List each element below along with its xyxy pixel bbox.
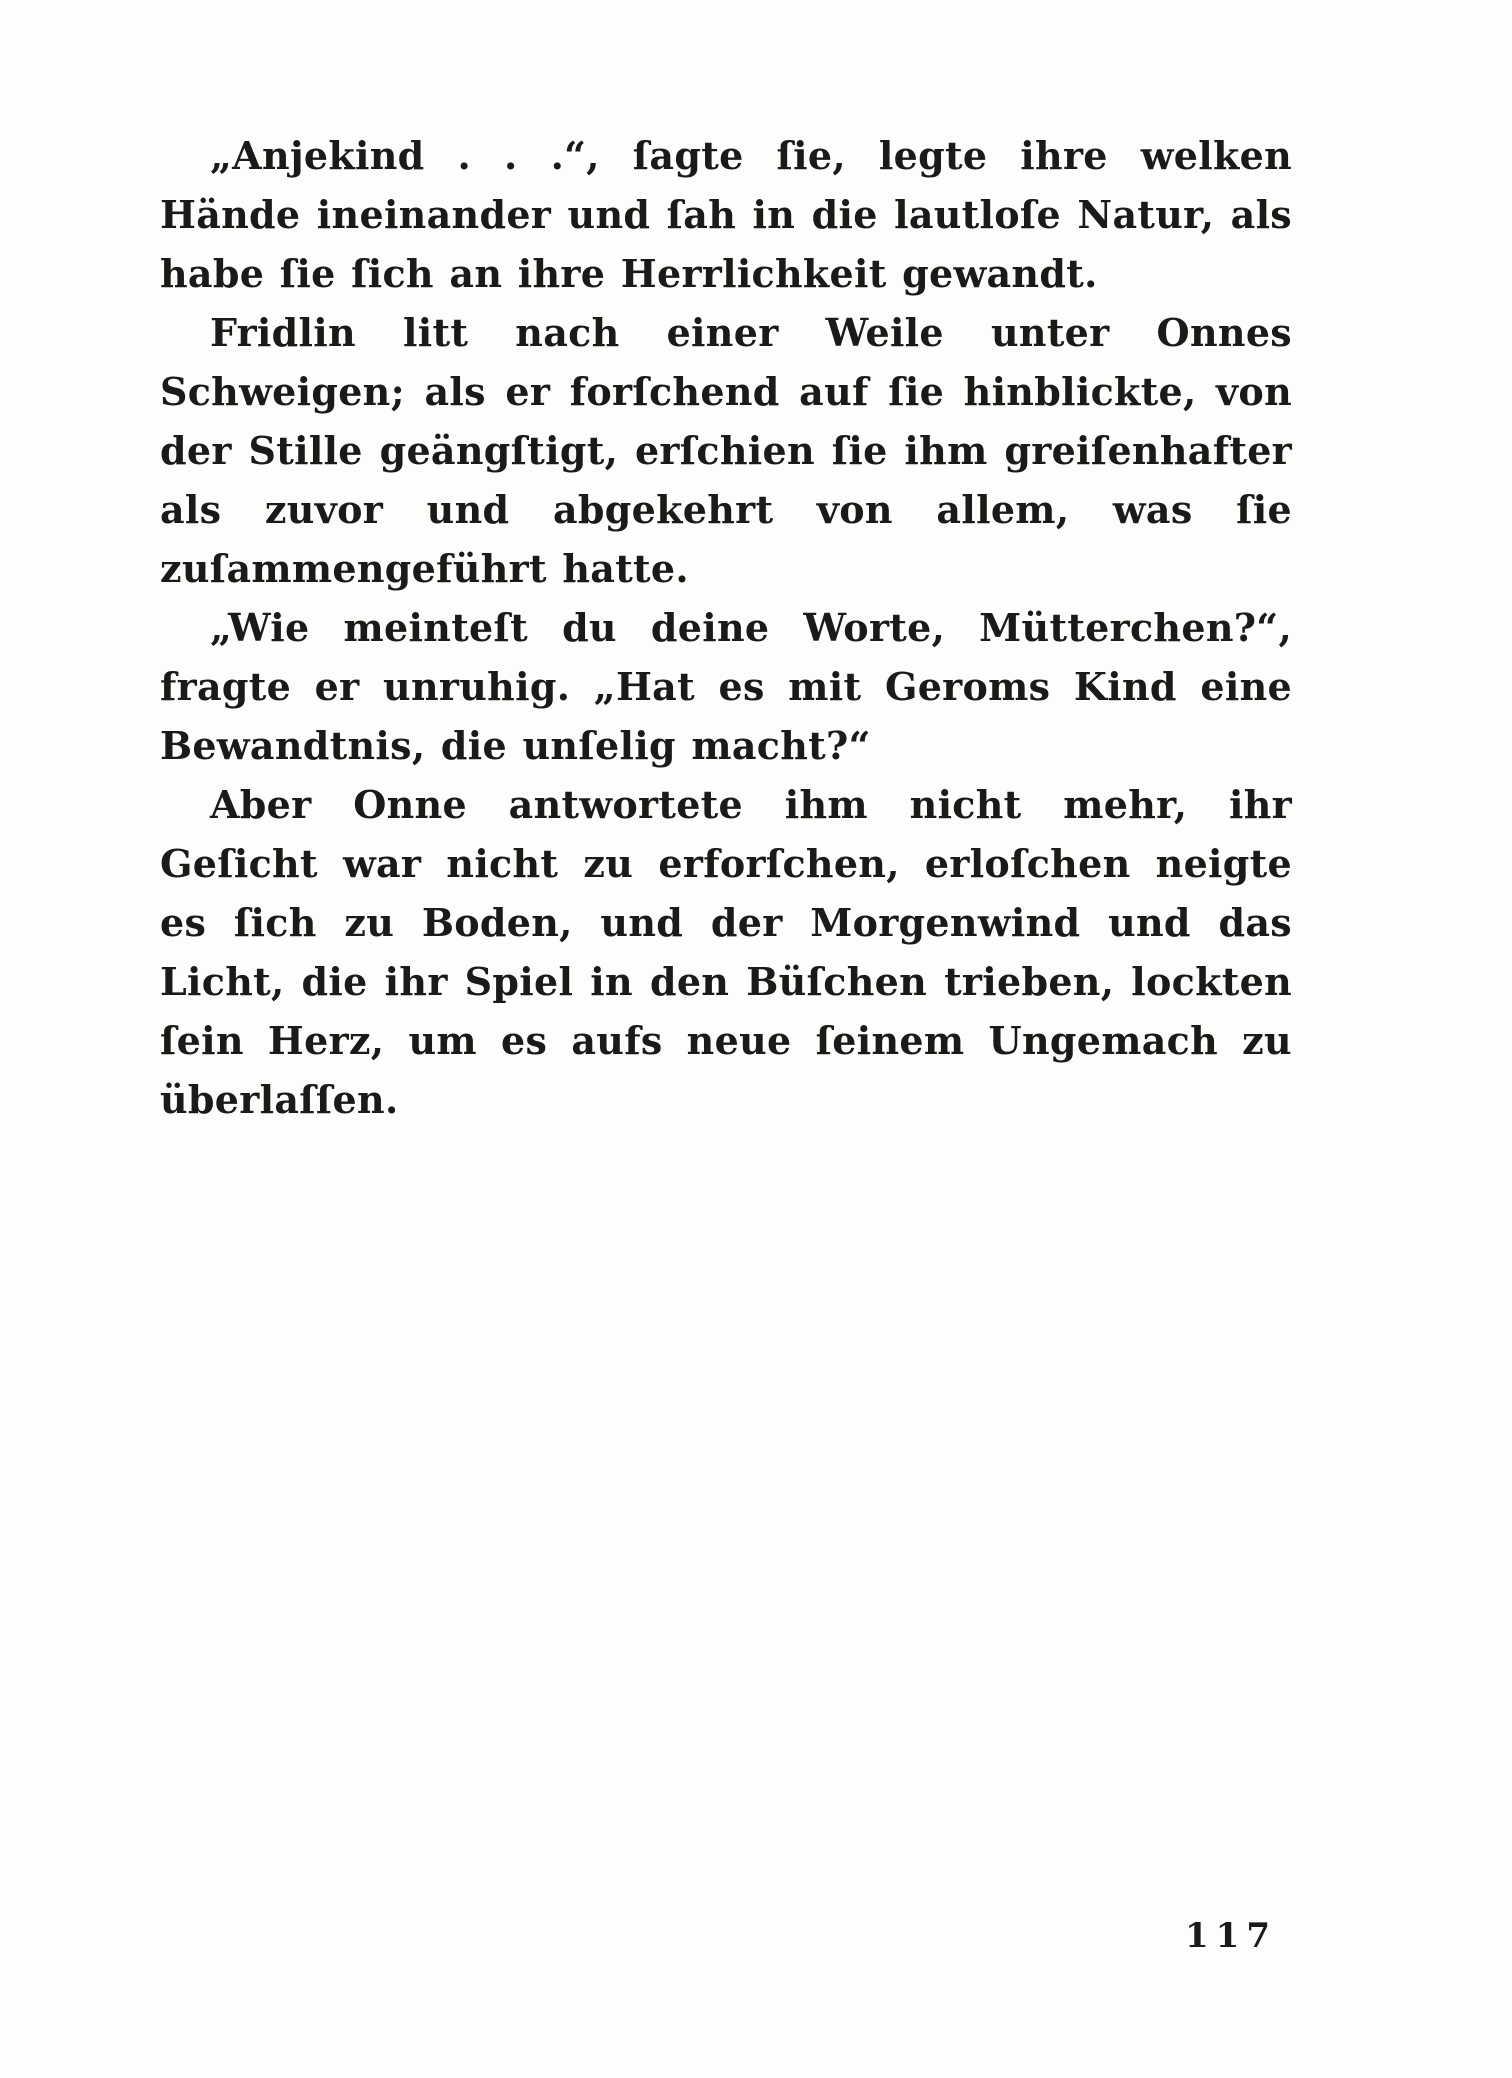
- paragraph: „Anjekind . . .“, ſagte ſie, legte ihre welken Hände ineinander und ſah in die lautloſe Natur, als habe ſie ſich an ihre Herrlichkeit gewandt.: [160, 133, 1292, 296]
- paragraph: Fridlin litt nach einer Weile unter Onnes Schweigen; als er forſchend auf ſie hinblickte, von der Stille geängſtigt, erſchien ſie ihm greiſenhafter als zuvor und abgekehrt von allem, was ſie zuſammengeführt hatte.: [160, 310, 1292, 591]
- paragraph: Aber Onne antwortete ihm nicht mehr, ihr Geſicht war nicht zu erforſchen, erloſchen neigte es ſich zu Boden, und der Morgenwind und das Licht, die ihr Spiel in den Büſchen trieben, lockten ſein Herz, um es aufs neue ſeinem Ungemach zu überlaſſen.: [160, 782, 1292, 1122]
- page-number: 117: [1185, 1916, 1277, 1956]
- body-text: [160, 126, 1292, 1129]
- paragraph: „Wie meinteſt du deine Worte, Mütterchen?“, fragte er unruhig. „Hat es mit Geroms Kind eine Bewandtnis, die unſelig macht?“: [160, 605, 1292, 768]
